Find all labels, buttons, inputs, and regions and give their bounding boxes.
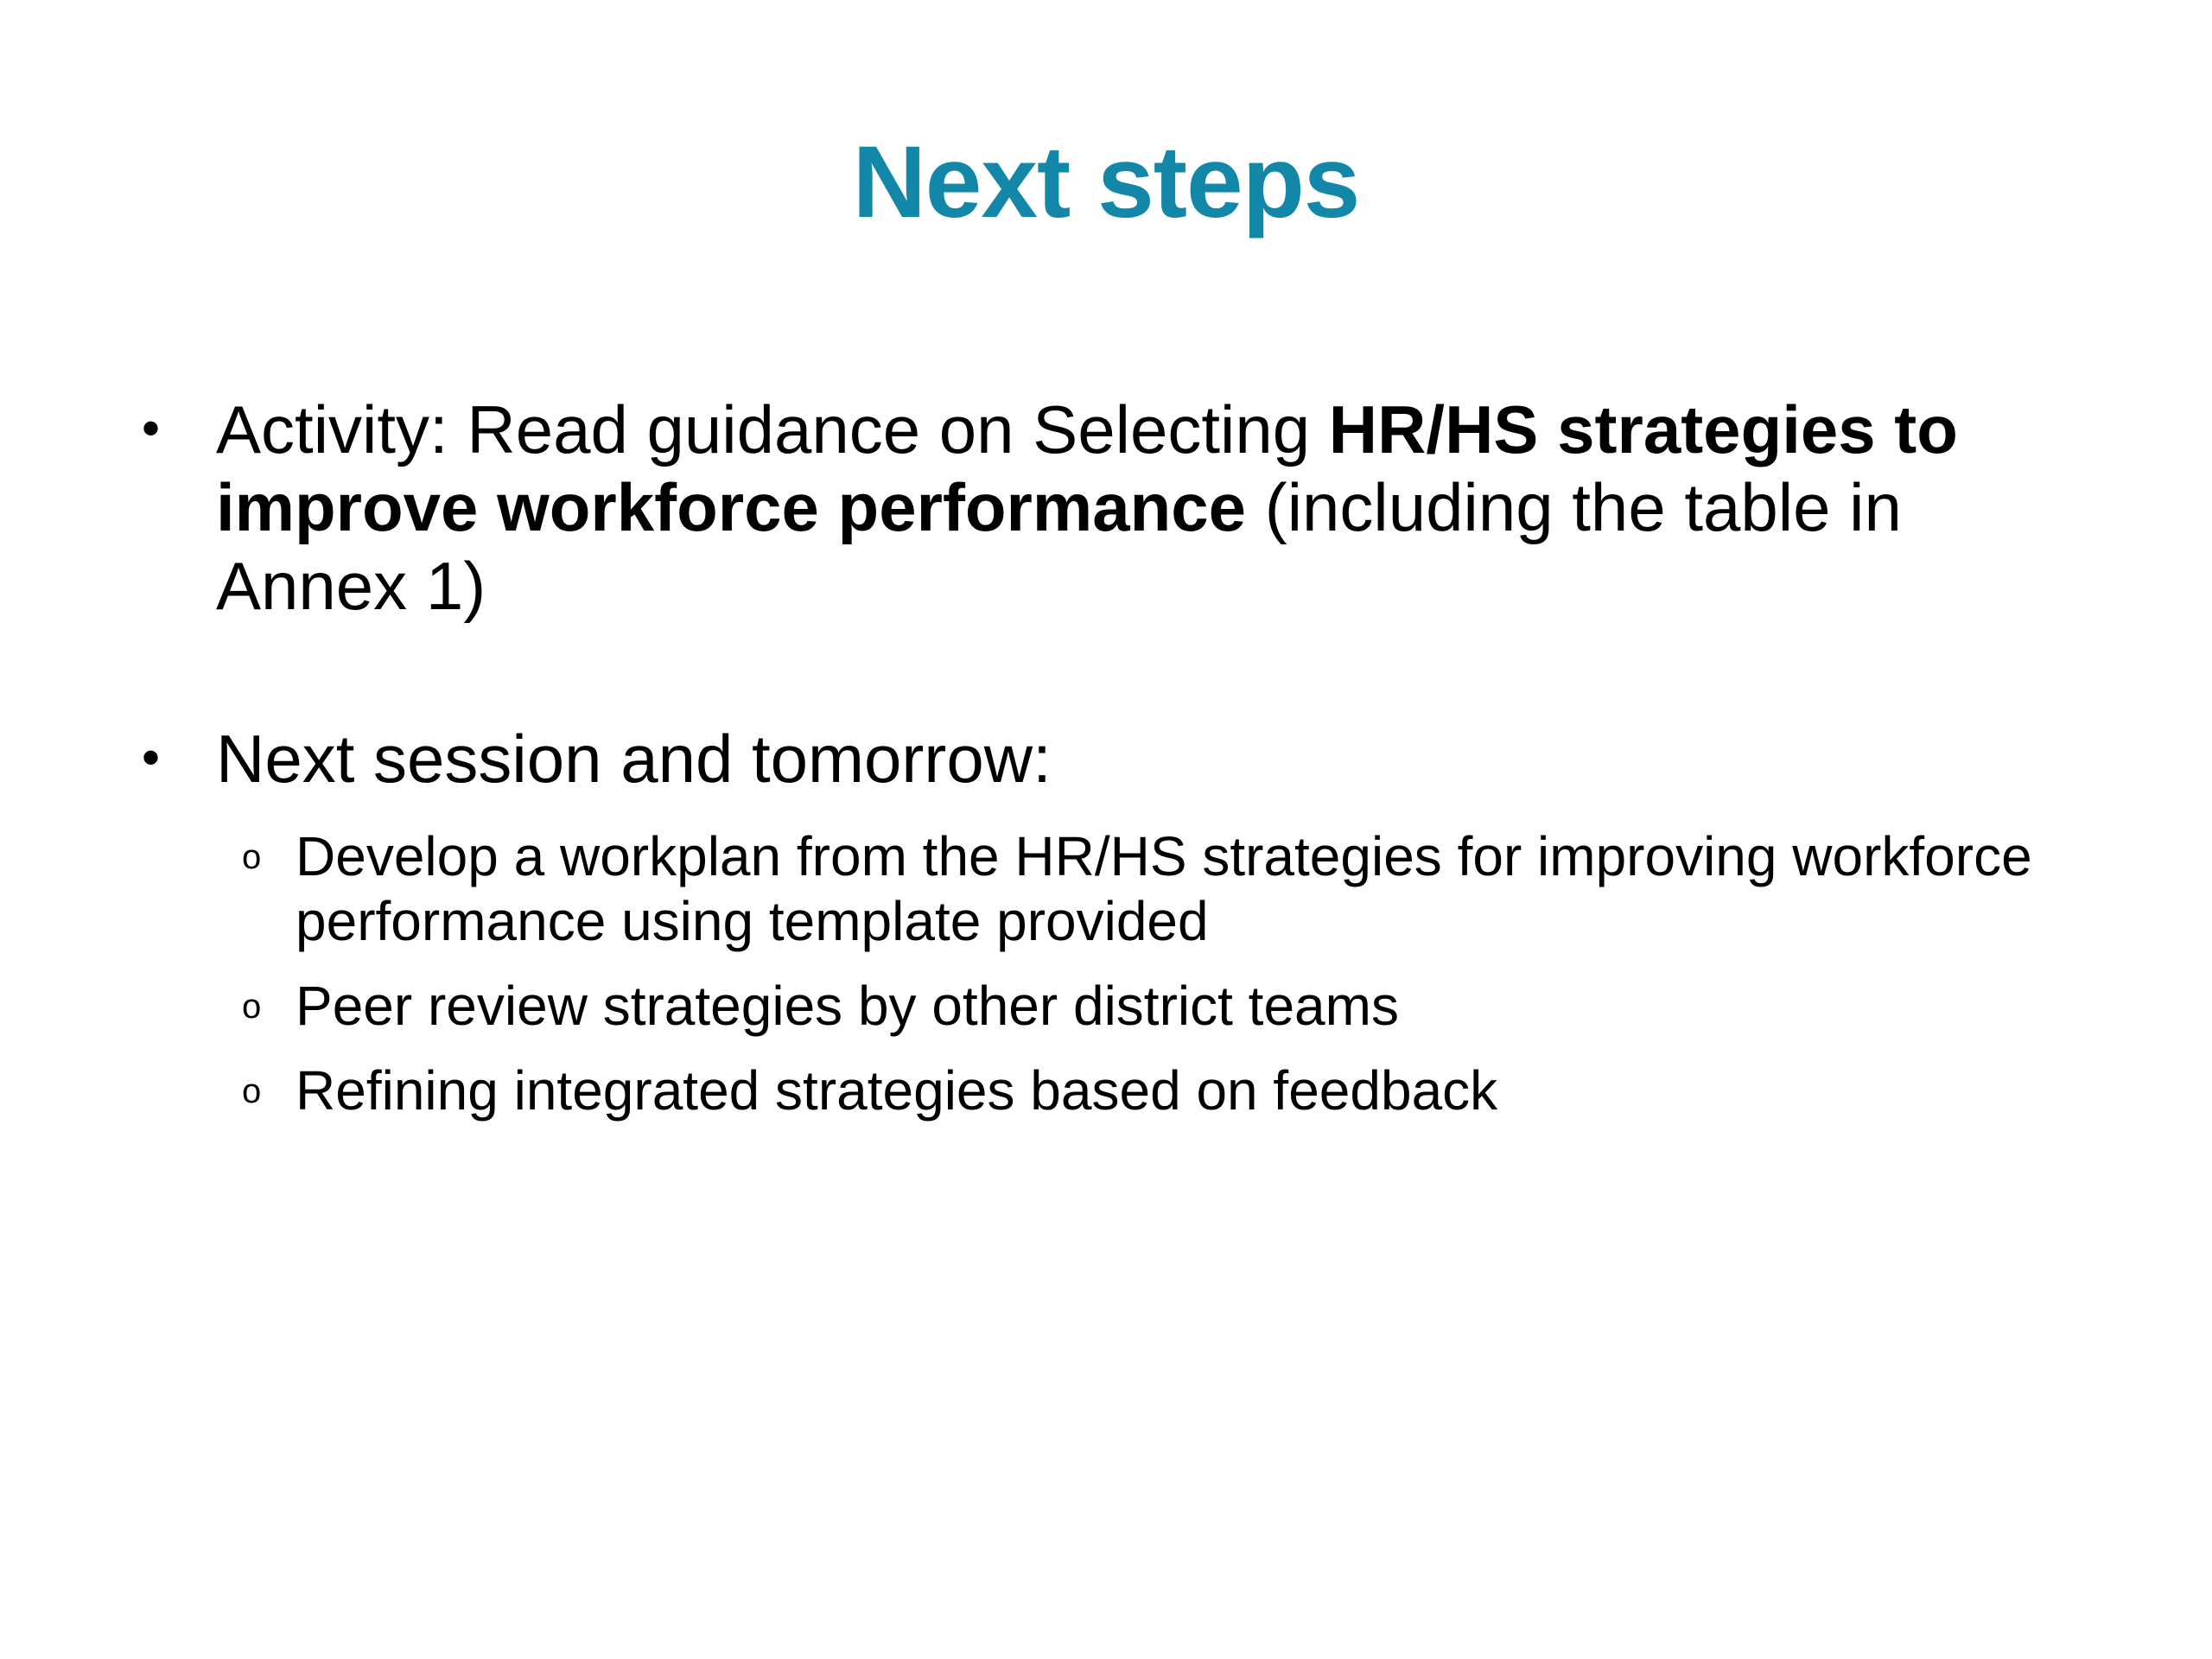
sub-bullet-marker: o <box>242 987 262 1026</box>
sub-list-item <box>242 824 2117 955</box>
page-title: Next steps <box>852 125 1360 239</box>
bullet-1-part-1: Activity: Read guidance on Selecting <box>216 391 1329 467</box>
bullet-1-part-3: (including the table in Annex 1) <box>216 469 1902 624</box>
bullet-marker: • <box>142 399 161 457</box>
slide-body <box>130 391 2117 1143</box>
sub-list-item <box>242 1058 2117 1124</box>
bullet-marker: • <box>142 728 161 787</box>
sub-bullet-marker: o <box>242 837 262 876</box>
list-item-text: Next session and tomorrow: <box>216 721 1052 798</box>
sub-list <box>242 824 2117 1124</box>
sub-list-item-text: Refining integrated strategies based on feedback <box>296 1058 1498 1122</box>
list-item-text <box>216 391 2100 625</box>
spacer <box>130 625 2117 720</box>
list-item <box>130 391 2117 625</box>
bullet-1-part-2: HR/HS strategies to improve workforce performance <box>216 391 1958 546</box>
sub-list-item <box>242 974 2117 1039</box>
sub-bullet-marker: o <box>242 1071 262 1110</box>
list-item <box>130 720 2117 798</box>
sub-list-item-text: Develop a workplan from the HR/HS strategies for improving workforce performance using template provided <box>296 824 2032 953</box>
sub-list-item-text: Peer review strategies by other district teams <box>296 974 1399 1037</box>
